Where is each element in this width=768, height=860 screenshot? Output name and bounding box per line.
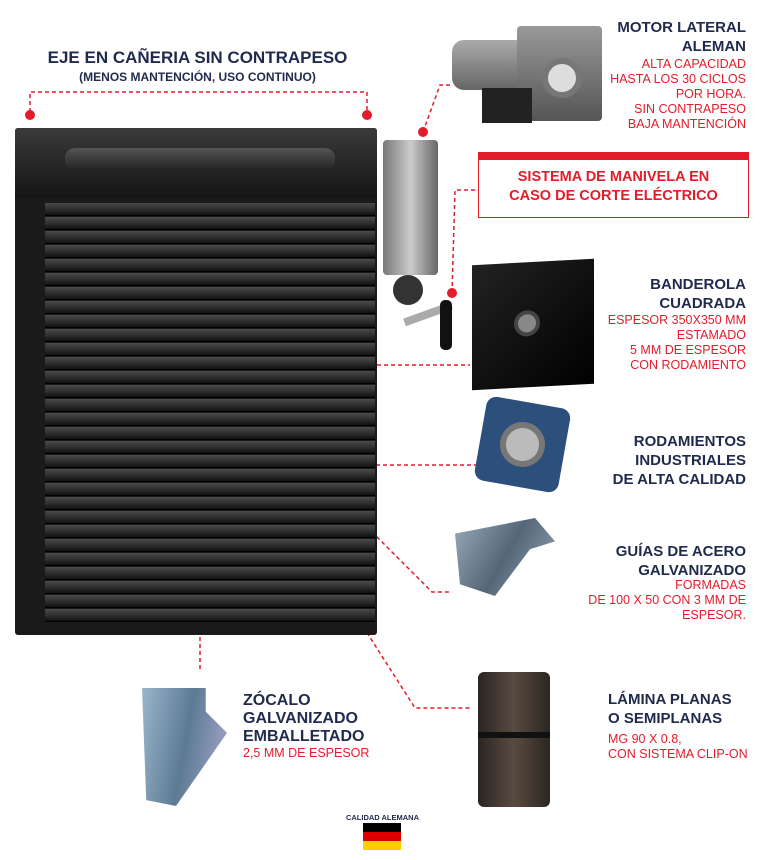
zocalo-details: 2,5 MM DE ESPESOR: [243, 746, 370, 760]
manivela-motor-image: [378, 140, 468, 355]
lamina-title: LÁMINA PLANAS O SEMIPLANAS: [608, 691, 732, 727]
shutter-slat: [45, 539, 375, 552]
banderola-details: ESPESOR 350X350 MM ESTAMADO 5 MM DE ESPESOR CON RODAMIENTO: [607, 313, 746, 372]
shutter-slat: [45, 343, 375, 356]
rolling-shutter-image: [15, 128, 377, 635]
shutter-slat: [45, 483, 375, 496]
guias-details: FORMADAS DE 100 X 50 CON 3 MM DE ESPESOR.: [588, 578, 746, 622]
shutter-slat: [45, 567, 375, 580]
shutter-slat: [45, 413, 375, 426]
header-subtitle: (MENOS MANTENCIÓN, USO CONTINUO): [79, 70, 316, 84]
shutter-slat: [45, 273, 375, 286]
badge-label: CALIDAD ALEMANA: [345, 813, 420, 822]
shutter-slat: [45, 455, 375, 468]
manivela-box: SISTEMA DE MANIVELA EN CASO DE CORTE ELÉCTRICO: [478, 152, 749, 218]
shutter-slat: [45, 525, 375, 538]
german-flag-icon: [363, 823, 401, 850]
shutter-slat: [45, 497, 375, 510]
shutter-slat: [45, 553, 375, 566]
shutter-slat: [45, 427, 375, 440]
shutter-slat: [45, 371, 375, 384]
lamina-details: MG 90 X 0.8, CON SISTEMA CLIP-ON: [608, 732, 748, 761]
shutter-slat: [45, 259, 375, 272]
shutter-slat: [45, 203, 375, 216]
shutter-slat: [45, 357, 375, 370]
shutter-slat: [45, 441, 375, 454]
shutter-slat: [45, 301, 375, 314]
zocalo-title: ZÓCALO GALVANIZADO EMBALLETADO: [243, 692, 365, 745]
header-title: EJE EN CAÑERIA SIN CONTRAPESO: [47, 48, 348, 67]
lamina-image: [478, 672, 550, 807]
shutter-slat: [45, 595, 375, 608]
shutter-slat: [45, 469, 375, 482]
shutter-slat: [45, 511, 375, 524]
shutter-slat: [45, 231, 375, 244]
shutter-slat: [45, 581, 375, 594]
banderola-title: BANDEROLA CUADRADA: [650, 276, 746, 312]
shutter-slat: [45, 329, 375, 342]
shutter-slat: [45, 315, 375, 328]
motor-title: MOTOR LATERAL ALEMAN: [617, 19, 746, 55]
shutter-slat: [45, 385, 375, 398]
shutter-slat: [45, 287, 375, 300]
shutter-slat: [45, 609, 375, 622]
guias-title: GUÍAS DE ACERO GALVANIZADO: [615, 543, 746, 579]
shutter-slat: [45, 399, 375, 412]
shutter-slat: [45, 245, 375, 258]
shutter-slat: [45, 217, 375, 230]
motor-details: ALTA CAPACIDAD HASTA LOS 30 CICLOS POR HORA. SIN CONTRAPESO BAJA MANTENCIÓN: [610, 57, 746, 131]
rodamientos-title: RODAMIENTOS INDUSTRIALES DE ALTA CALIDAD: [612, 433, 746, 488]
